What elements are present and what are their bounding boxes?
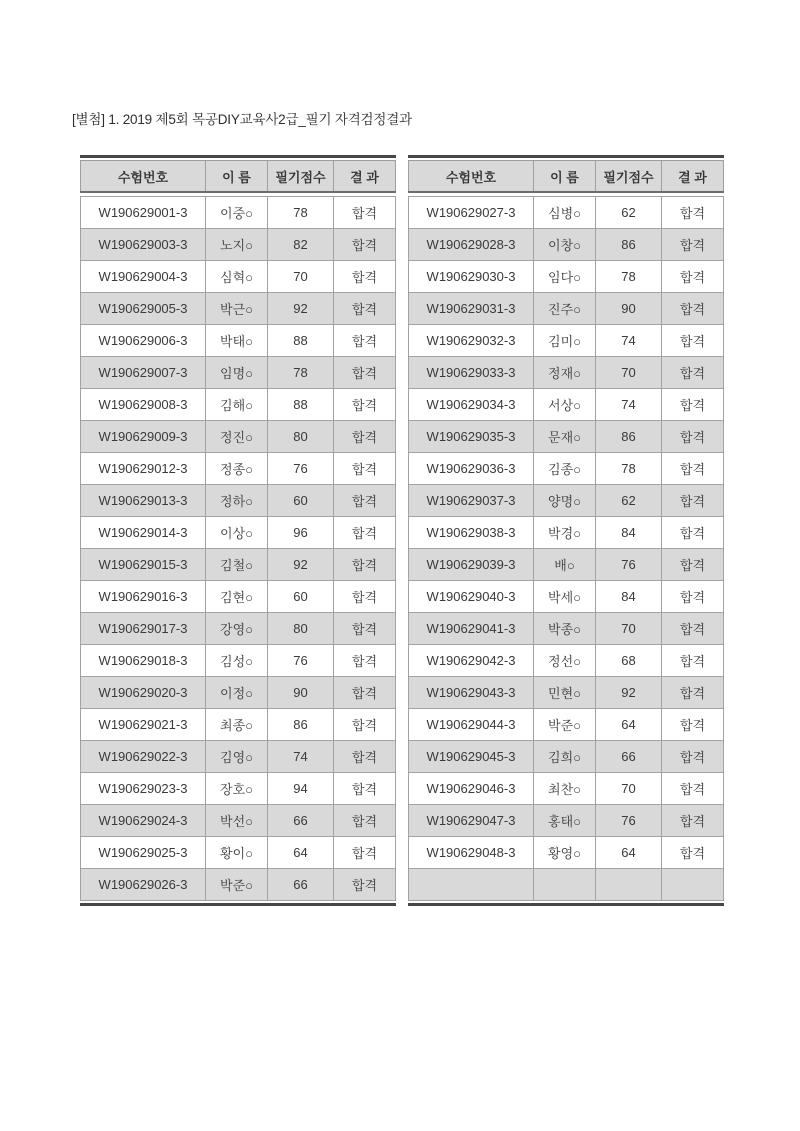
cell-exam-number: W190629047-3 [409,805,534,837]
cell-result: 합격 [334,261,396,293]
cell-name: 박세○ [534,581,596,613]
cell-result: 합격 [662,837,724,869]
cell-result: 합격 [662,389,724,421]
cell-name: 박근○ [206,293,268,325]
cell-result: 합격 [662,549,724,581]
cell-name [534,869,596,901]
cell-exam-number: W190629027-3 [409,197,534,229]
cell-exam-number: W190629037-3 [409,485,534,517]
table-row [81,645,396,677]
cell-name: 박태○ [206,325,268,357]
cell-result: 합격 [662,709,724,741]
cell-exam-number: W190629035-3 [409,421,534,453]
cell-score: 70 [596,357,662,389]
cell-score: 62 [596,485,662,517]
cell-score: 66 [268,805,334,837]
table-row [81,581,396,613]
cell-score: 66 [596,741,662,773]
table-row [81,453,396,485]
table-row [409,549,724,581]
cell-exam-number: W190629001-3 [81,197,206,229]
column-header: 결 과 [662,161,724,193]
table-row [81,261,396,293]
header-row [409,161,724,193]
cell-result: 합격 [662,741,724,773]
column-header: 필기점수 [596,161,662,193]
cell-score: 74 [596,389,662,421]
cell-exam-number: W190629034-3 [409,389,534,421]
table-row [409,229,724,261]
cell-result: 합격 [334,837,396,869]
table-row [409,453,724,485]
cell-name: 이창○ [534,229,596,261]
cell-exam-number: W190629041-3 [409,613,534,645]
cell-exam-number: W190629048-3 [409,837,534,869]
cell-exam-number: W190629028-3 [409,229,534,261]
cell-result: 합격 [662,773,724,805]
table-row [409,773,724,805]
cell-score: 60 [268,581,334,613]
table-row [409,421,724,453]
cell-exam-number: W190629036-3 [409,453,534,485]
cell-name: 서상○ [534,389,596,421]
cell-score: 86 [596,421,662,453]
cell-name: 박준○ [206,869,268,901]
cell-result: 합격 [662,517,724,549]
table-row [81,773,396,805]
column-header: 필기점수 [268,161,334,193]
cell-result: 합격 [334,549,396,581]
cell-score: 74 [596,325,662,357]
cell-exam-number: W190629045-3 [409,741,534,773]
cell-name: 김영○ [206,741,268,773]
cell-result: 합격 [334,325,396,357]
cell-score: 62 [596,197,662,229]
table-row [81,869,396,901]
cell-score: 70 [268,261,334,293]
cell-score: 76 [596,549,662,581]
cell-name: 임다○ [534,261,596,293]
table-row [409,197,724,229]
cell-score: 90 [268,677,334,709]
cell-name: 진주○ [534,293,596,325]
cell-name: 심혁○ [206,261,268,293]
cell-exam-number: W190629025-3 [81,837,206,869]
table-row [409,805,724,837]
cell-result: 합격 [662,645,724,677]
cell-name: 최찬○ [534,773,596,805]
cell-score: 88 [268,389,334,421]
table-row [409,613,724,645]
cell-result: 합격 [334,389,396,421]
cell-exam-number: W190629022-3 [81,741,206,773]
cell-exam-number: W190629023-3 [81,773,206,805]
cell-exam-number: W190629044-3 [409,709,534,741]
cell-result: 합격 [662,805,724,837]
cell-score: 78 [268,197,334,229]
cell-score: 92 [268,293,334,325]
document-title: [별첨] 1. 2019 제5회 목공DIY교육사2급_필기 자격검정결과 [72,112,412,127]
cell-exam-number: W190629009-3 [81,421,206,453]
cell-result: 합격 [334,773,396,805]
column-header: 이 름 [534,161,596,193]
cell-score: 78 [596,453,662,485]
table-row [409,709,724,741]
cell-result: 합격 [334,517,396,549]
table-row [81,421,396,453]
cell-result: 합격 [334,485,396,517]
cell-exam-number: W190629018-3 [81,645,206,677]
cell-result: 합격 [662,229,724,261]
cell-exam-number: W190629005-3 [81,293,206,325]
cell-result: 합격 [334,293,396,325]
cell-name: 박준○ [534,709,596,741]
cell-exam-number: W190629033-3 [409,357,534,389]
column-header: 결 과 [334,161,396,193]
table-header [409,161,724,193]
cell-name: 장호○ [206,773,268,805]
table-row [409,677,724,709]
table-row [409,837,724,869]
cell-name: 민현○ [534,677,596,709]
cell-name: 이중○ [206,197,268,229]
cell-result: 합격 [334,453,396,485]
cell-score: 74 [268,741,334,773]
cell-exam-number: W190629032-3 [409,325,534,357]
cell-name: 정진○ [206,421,268,453]
cell-name: 정재○ [534,357,596,389]
cell-exam-number: W190629015-3 [81,549,206,581]
cell-score: 86 [596,229,662,261]
cell-score: 88 [268,325,334,357]
cell-result: 합격 [662,613,724,645]
cell-exam-number: W190629006-3 [81,325,206,357]
cell-exam-number: W190629016-3 [81,581,206,613]
results-tables [80,155,724,906]
cell-name: 이상○ [206,517,268,549]
cell-score: 84 [596,581,662,613]
table-row [81,229,396,261]
cell-result: 합격 [662,293,724,325]
table-row [81,549,396,581]
table-body [409,192,724,901]
cell-name: 임명○ [206,357,268,389]
cell-result: 합격 [334,197,396,229]
cell-exam-number: W190629013-3 [81,485,206,517]
table-row [409,517,724,549]
cell-score: 76 [268,453,334,485]
cell-result: 합격 [662,325,724,357]
cell-name: 김종○ [534,453,596,485]
table-row [81,389,396,421]
table-row [409,357,724,389]
cell-name: 정선○ [534,645,596,677]
cell-exam-number: W190629017-3 [81,613,206,645]
cell-name: 황영○ [534,837,596,869]
cell-name: 김미○ [534,325,596,357]
table-row [81,485,396,517]
results-table-left [80,155,396,906]
cell-exam-number: W190629038-3 [409,517,534,549]
cell-result: 합격 [334,709,396,741]
cell-exam-number: W190629031-3 [409,293,534,325]
cell-exam-number: W190629003-3 [81,229,206,261]
cell-name: 양명○ [534,485,596,517]
table-row [81,837,396,869]
cell-exam-number: W190629004-3 [81,261,206,293]
cell-exam-number: W190629042-3 [409,645,534,677]
cell-exam-number [409,869,534,901]
cell-name: 노지○ [206,229,268,261]
cell-score: 96 [268,517,334,549]
table-row [81,517,396,549]
cell-score: 70 [596,773,662,805]
cell-score: 82 [268,229,334,261]
cell-name: 정하○ [206,485,268,517]
cell-result: 합격 [662,421,724,453]
table-row [81,293,396,325]
cell-exam-number: W190629012-3 [81,453,206,485]
cell-exam-number: W190629014-3 [81,517,206,549]
results-table [408,160,724,901]
cell-exam-number: W190629021-3 [81,709,206,741]
cell-exam-number: W190629040-3 [409,581,534,613]
table-row [409,581,724,613]
cell-result: 합격 [334,613,396,645]
cell-score: 84 [596,517,662,549]
cell-name: 강영○ [206,613,268,645]
cell-result: 합격 [334,805,396,837]
cell-score: 80 [268,613,334,645]
table-row [409,261,724,293]
cell-score: 78 [596,261,662,293]
cell-name: 김성○ [206,645,268,677]
cell-result: 합격 [662,485,724,517]
column-header: 수험번호 [409,161,534,193]
cell-result: 합격 [662,357,724,389]
cell-name: 김희○ [534,741,596,773]
table-row [81,677,396,709]
table-row [81,613,396,645]
cell-result: 합격 [662,197,724,229]
cell-name: 김철○ [206,549,268,581]
cell-result: 합격 [334,581,396,613]
cell-exam-number: W190629046-3 [409,773,534,805]
table-row [81,805,396,837]
cell-exam-number: W190629026-3 [81,869,206,901]
table-row [409,869,724,901]
table-header [81,161,396,193]
cell-result: 합격 [334,229,396,261]
cell-name: 심병○ [534,197,596,229]
cell-result: 합격 [334,357,396,389]
cell-exam-number: W190629020-3 [81,677,206,709]
cell-name: 김현○ [206,581,268,613]
cell-exam-number: W190629039-3 [409,549,534,581]
table-row [81,197,396,229]
table-row [409,645,724,677]
cell-score [596,869,662,901]
table-row [409,741,724,773]
cell-score: 78 [268,357,334,389]
table-row [81,325,396,357]
cell-exam-number: W190629024-3 [81,805,206,837]
cell-name: 홍태○ [534,805,596,837]
table-row [81,709,396,741]
cell-score: 76 [268,645,334,677]
cell-name: 박경○ [534,517,596,549]
cell-score: 64 [596,709,662,741]
cell-score: 68 [596,645,662,677]
cell-name: 박종○ [534,613,596,645]
table-row [409,325,724,357]
cell-score: 70 [596,613,662,645]
cell-name: 황이○ [206,837,268,869]
cell-name: 배○ [534,549,596,581]
column-header: 수험번호 [81,161,206,193]
cell-result: 합격 [334,421,396,453]
cell-name: 최종○ [206,709,268,741]
cell-result: 합격 [662,581,724,613]
table-row [81,357,396,389]
cell-score: 64 [268,837,334,869]
cell-result: 합격 [334,677,396,709]
results-table [80,160,396,901]
cell-exam-number: W190629030-3 [409,261,534,293]
cell-score: 94 [268,773,334,805]
cell-result: 합격 [334,869,396,901]
column-header: 이 름 [206,161,268,193]
results-table-right [408,155,724,906]
cell-name: 박선○ [206,805,268,837]
cell-score: 66 [268,869,334,901]
cell-score: 64 [596,837,662,869]
cell-score: 92 [268,549,334,581]
cell-result: 합격 [662,677,724,709]
cell-score: 60 [268,485,334,517]
cell-name: 이정○ [206,677,268,709]
table-row [409,293,724,325]
cell-result: 합격 [662,261,724,293]
header-row [81,161,396,193]
cell-score: 92 [596,677,662,709]
cell-result: 합격 [334,741,396,773]
cell-score: 76 [596,805,662,837]
cell-result [662,869,724,901]
table-row [409,485,724,517]
cell-exam-number: W190629007-3 [81,357,206,389]
cell-exam-number: W190629008-3 [81,389,206,421]
cell-name: 문재○ [534,421,596,453]
cell-name: 정종○ [206,453,268,485]
cell-result: 합격 [662,453,724,485]
table-row [409,389,724,421]
cell-score: 86 [268,709,334,741]
table-body [81,192,396,901]
cell-name: 김해○ [206,389,268,421]
table-row [81,741,396,773]
cell-exam-number: W190629043-3 [409,677,534,709]
cell-score: 90 [596,293,662,325]
cell-score: 80 [268,421,334,453]
cell-result: 합격 [334,645,396,677]
